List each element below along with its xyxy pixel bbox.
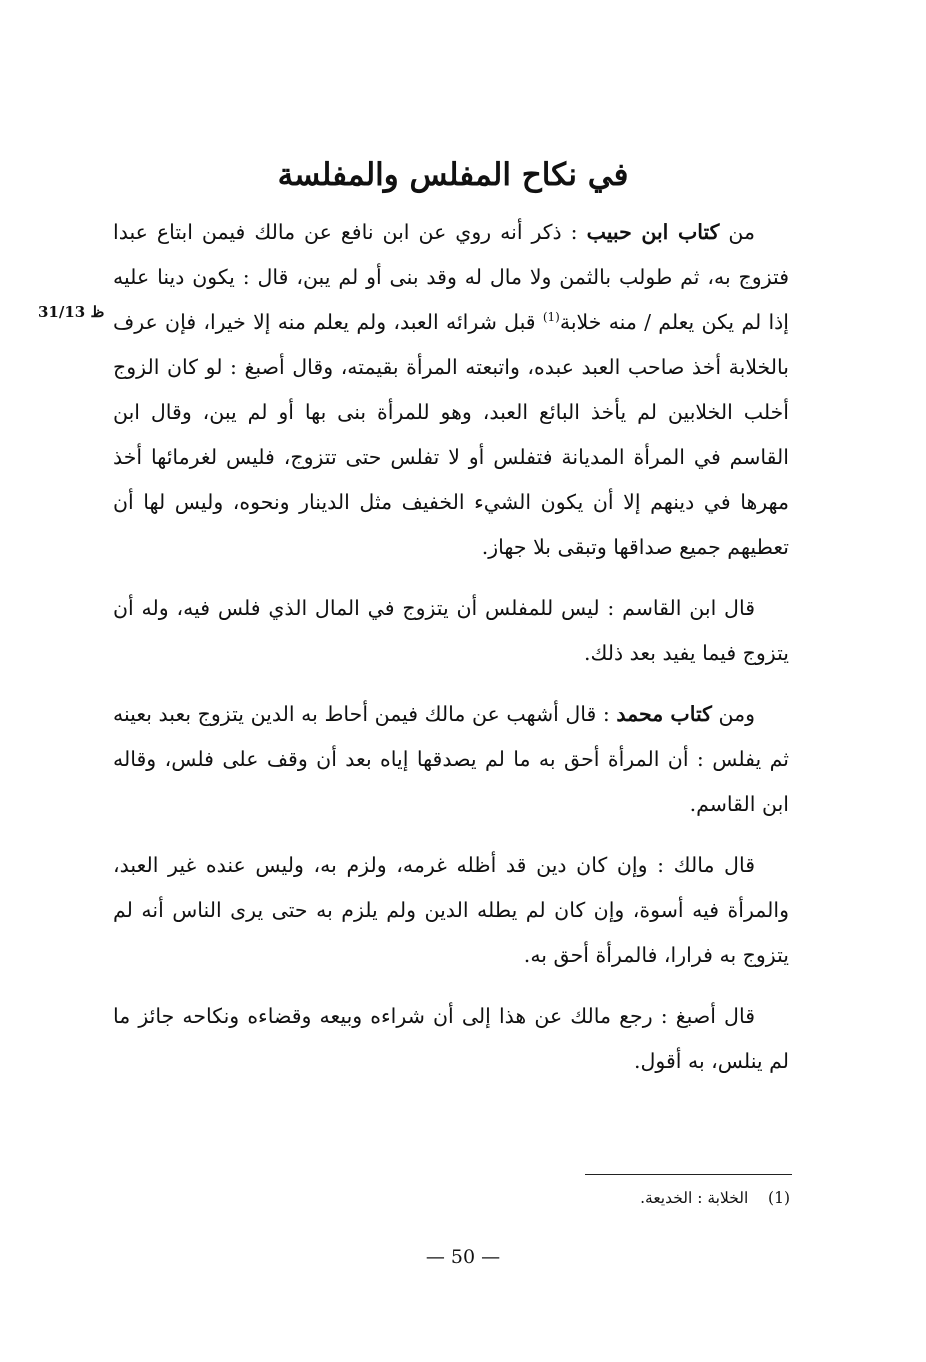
footnote-number: (1) bbox=[768, 1189, 790, 1207]
manuscript-folio-note: 31/13 ظ bbox=[38, 303, 105, 321]
paragraph-1 bbox=[113, 210, 789, 570]
chapter-title: في نكاح المفلس والمفلسة bbox=[277, 157, 629, 193]
paragraph-3-text: : قال أشهب عن مالك فيمن أحاط به الدين يتزوج بعبد بعينه ثم يفلس : أن المرأة أحق به ما لم يصدقها إياه بعد أن وقف على فلس، وقاله ابن القاسم. bbox=[113, 702, 789, 816]
paragraph-3 bbox=[113, 692, 789, 827]
paragraph-5: قال أصبغ : رجع مالك عن هذا إلى أن شراءه وبيعه وقضاءه ونكاحه جائز ما لم ينلس، به أقول. bbox=[113, 1004, 789, 1073]
paragraph-4: قال مالك : وإن كان دين قد أظله غرمه، ولزم به، وليس عنده غير العبد، والمرأة فيه أسوة، وإن كان لم يطله الدين ولم يلزم به حتى يرى الناس أنه لم يتزوج به فرارا، فالمرأة أحق به. bbox=[113, 853, 789, 967]
footnote-divider bbox=[585, 1174, 792, 1175]
page-number: — 50 — bbox=[425, 1246, 501, 1268]
main-text bbox=[113, 210, 789, 1100]
paragraph-2: قال ابن القاسم : ليس للمفلس أن يتزوج في المال الذي فلس فيه، وله أن يتزوج فيما يفيد بعد ذلك. bbox=[113, 596, 789, 665]
footnote-marker: (1) bbox=[542, 310, 560, 325]
paragraph-3-lead: ومن bbox=[711, 702, 756, 726]
footnote bbox=[500, 1184, 790, 1212]
source-title-ibn-habib: كتاب ابن حبيب bbox=[586, 220, 720, 244]
paragraph-1-text-a: : ذكر أنه روي عن ابن نافع عن مالك فيمن ابتاع عبدا فتزوج به، ثم طولب بالثمن ولا مال له وقد بنى أو لم يبن، قال : يكون دينا عليه إذا لم يكن يعلم / منه خلابة bbox=[113, 220, 789, 334]
source-title-muhammad: كتاب محمد bbox=[616, 702, 712, 726]
footnote-text: الخلابة : الخديعة. bbox=[640, 1189, 749, 1207]
paragraph-1-text-b: قبل شرائه العبد، ولم يعلم منه إلا خيرا، فإن عرف بالخلابة أخذ صاحب العبد عبده، واتبعته المرأة بقيمته، وقال أصبغ : لو كان الزوج أخلب الخلابين لم يأخذ البائع العبد، وهو للمرأة بنى بها أو لم يبن، وقال ابن القاسم في المرأة المديانة فتفلس أو لا تفلس حتى تتزوج، فليس لغرمائها أخذ مهرها في دينهم إلا أن يكون الشيء الخفيف مثل الدينار ونحوه، وليس لها أن تعطيهم جميع صداقها وتبقى بلا جهاز. bbox=[113, 310, 789, 559]
paragraph-1-lead: من bbox=[719, 220, 756, 244]
